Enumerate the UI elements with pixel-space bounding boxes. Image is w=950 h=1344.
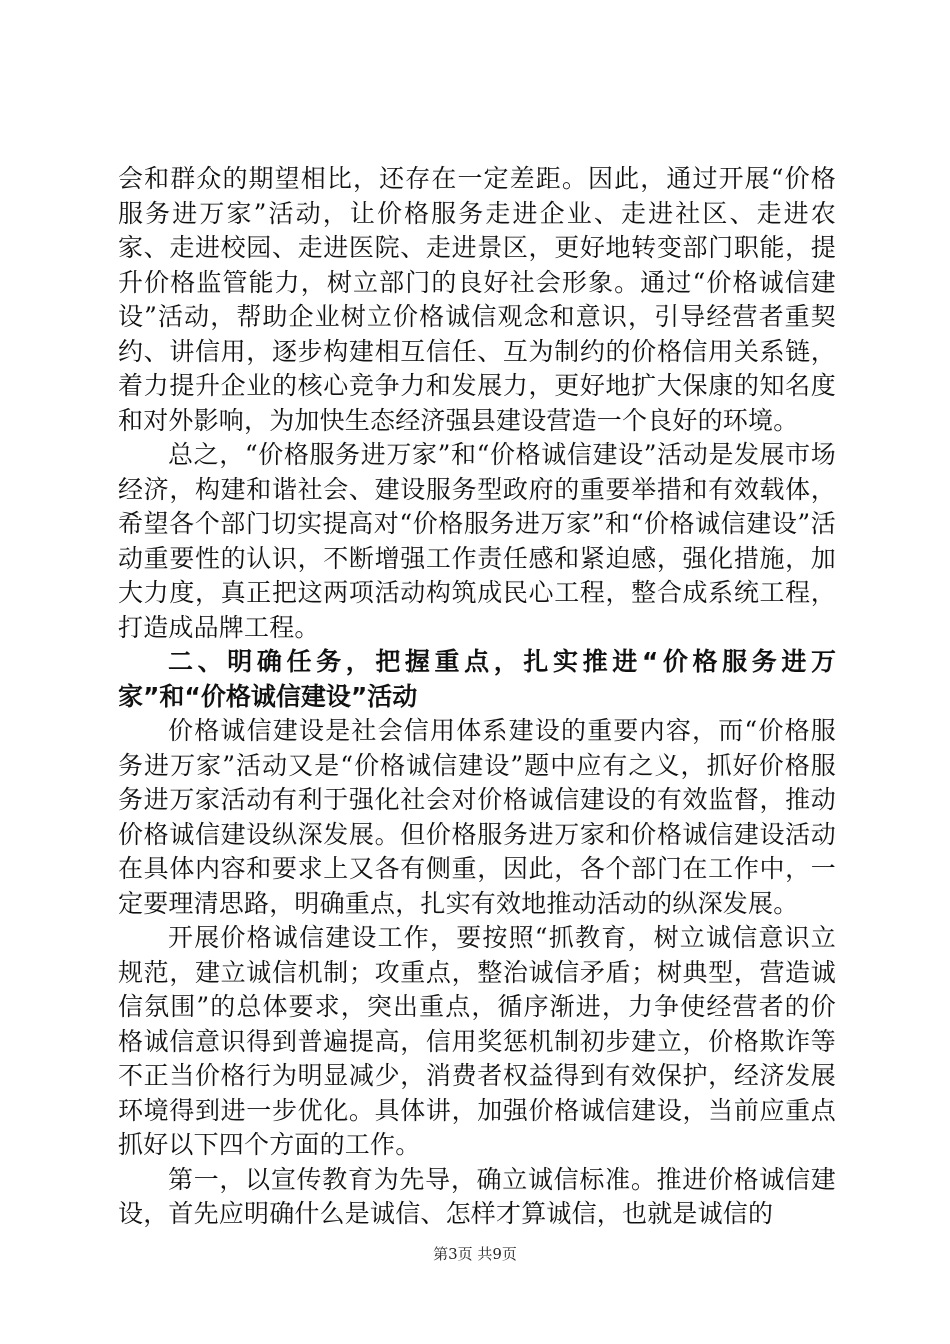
paragraph-first-point: 第一，以宣传教育为先导，确立诚信标准。推进价格诚信建设，首先应明确什么是诚信、怎样才算诚信，也就是诚信的	[118, 1164, 836, 1228]
paragraph-requirements: 开展价格诚信建设工作，要按照“抓教育，树立诚信意识立规范，建立诚信机制；攻重点，整治诚信矛盾；树典型，营造诚信氛围”的总体要求，突出重点，循序渐进，力争使经营者的价格诚信意识得到普遍提高，信用奖惩机制初步建立，价格欺诈等不正当价格行为明显减少，消费者权益得到有效保护，经济发展环境得到进一步优化。具体讲，加强价格诚信建设，当前应重点抓好以下四个方面的工作。	[118, 923, 836, 1159]
page-number-footer: 第3页 共9页	[433, 1245, 517, 1263]
document-body	[118, 162, 836, 1232]
paragraph-continuation: 会和群众的期望相比，还存在一定差距。因此，通过开展“价格服务进万家”活动，让价格服务走进企业、走进社区、走进农家、走进校园、走进医院、走进景区，更好地转变部门职能，提升价格监管能力，树立部门的良好社会形象。通过“价格诚信建设”活动，帮助企业树立价格诚信观念和意识，引导经营者重契约、讲信用，逐步构建相互信任、互为制约的价格信用关系链，着力提升企业的核心竞争力和发展力，更好地扩大保康的知名度和对外影响，为加快生态经济强县建设营造一个良好的环境。	[118, 164, 836, 435]
paragraph-summary: 总之，“价格服务进万家”和“价格诚信建设”活动是发展市场经济，构建和谐社会、建设服务型政府的重要举措和有效载体，希望各个部门切实提高对“价格服务进万家”和“价格诚信建设”活动重要性的认识，不断增强工作责任感和紧迫感，强化措施，加大力度，真正把这两项活动构筑成民心工程，整合成系统工程，打造成品牌工程。	[118, 440, 836, 642]
paragraph-integrity-intro: 价格诚信建设是社会信用体系建设的重要内容，而“价格服务进万家”活动又是“价格诚信建设”题中应有之义，抓好价格服务进万家活动有利于强化社会对价格诚信建设的有效监督，推动价格诚信建设纵深发展。但价格服务进万家和价格诚信建设活动在具体内容和要求上又各有侧重，因此，各个部门在工作中，一定要理清思路，明确重点，扎实有效地推动活动的纵深发展。	[118, 716, 836, 918]
section-heading: 二、明确任务，把握重点，扎实推进“价格服务进万家”和“价格诚信建设”活动	[118, 647, 836, 711]
